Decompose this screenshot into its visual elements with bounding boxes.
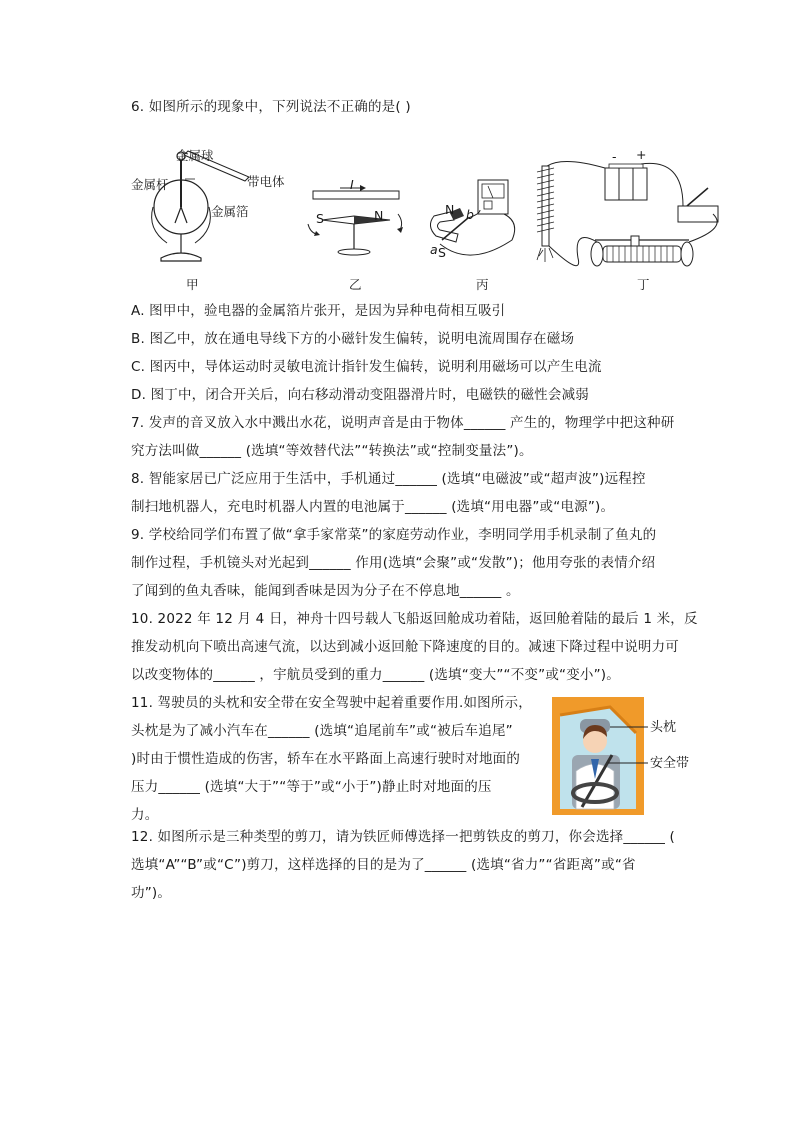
q6-option-c: C. 图丙中，导体运动时灵敏电流计指针发生偏转，说明利用磁场可以产生电流	[131, 359, 602, 375]
iron-filings	[537, 248, 553, 262]
figure-jia-electroscope	[125, 145, 295, 290]
question-12-line-2: 选填“A”“B”或“C”)剪刀，这样选择的目的是为了______ (选填“省力”“省距离”或“省	[131, 857, 636, 873]
electroscope-stand	[161, 234, 201, 261]
switch	[678, 188, 718, 222]
metal-foil-leaves	[175, 207, 187, 223]
question-10-line-3: 以改变物体的______ ，宇航员受到的重力______ (选填“变大”“不变”或“变小”)。	[131, 667, 620, 683]
label-headrest: 头枕	[650, 720, 677, 735]
question-12-line-1: 12. 如图所示是三种类型的剪刀，请为铁匠师傅选择一把剪铁皮的剪刀，你会选择______ (	[131, 829, 676, 845]
question-7-line-2: 究方法叫做______ (选填“等效替代法”“转换法”或“控制变量法”)。	[131, 443, 533, 459]
label-bing-N: N	[445, 202, 455, 217]
label-current-I: I	[350, 177, 354, 192]
battery	[605, 164, 647, 200]
label-metal-foil: 金属箔	[211, 204, 249, 219]
question-9-line-3: 了闻到的鱼丸香味，能闻到香味是因为分子在不停息地______ 。	[131, 583, 520, 599]
question-9-line-2: 制作过程，手机镜头对光起到______ 作用(选填“会聚”或“发散”)；他用夸张的表情介绍	[131, 555, 656, 571]
q6-option-a: A. 图甲中，验电器的金属箔片张开，是因为异种电荷相互吸引	[131, 303, 506, 319]
label-pole-N: N	[374, 208, 384, 223]
current-wire	[313, 191, 399, 199]
question-11-line-3: )时由于惯性造成的伤害，轿车在水平路面上高速行驶时对地面的	[131, 751, 521, 767]
label-bing-S: S	[438, 245, 446, 260]
question-11-line-2: 头枕是为了减小汽车在______ (选填“追尾前车”或“被后车追尾”	[131, 723, 513, 739]
battery-minus-label: -	[612, 149, 617, 164]
label-bing-a: a	[430, 242, 438, 257]
question-11-line-4: 压力______ (选填“大于”“等于”或“小于”)静止时对地面的压	[131, 779, 492, 795]
label-pole-S: S	[316, 211, 324, 226]
question-10-line-1: 10. 2022 年 12 月 4 日，神舟十四号载人飞船返回舱成功着陆，返回舱着陆的最后 1 米，反	[131, 611, 698, 627]
question-11-line-5: 力。	[131, 807, 159, 823]
label-bing-b: b	[466, 207, 474, 222]
q6-option-d: D. 图丁中，闭合开关后，向右移动滑动变阻器滑片时，电磁铁的磁性会减弱	[131, 387, 589, 403]
caption-jia: 甲	[186, 277, 199, 292]
label-seatbelt: 安全带	[650, 756, 690, 771]
figure-driver-headrest-seatbelt	[552, 697, 720, 817]
caption-ding: 丁	[637, 277, 650, 292]
q6-option-b: B. 图乙中，放在通电导线下方的小磁针发生偏转，说明电流周围存在磁场	[131, 331, 575, 347]
question-7-line-1: 7. 发声的音叉放入水中溅出水花，说明声音是由于物体______ 产生的，物理学中把这种研	[131, 415, 675, 431]
sliding-rheostat	[591, 236, 693, 266]
label-charged-body: 带电体	[247, 174, 285, 189]
question-8-line-1: 8. 智能家居已广泛应用于生活中，手机通过______ (选填“电磁波”或“超声波”)远程控	[131, 471, 646, 487]
caption-bing: 丙	[476, 277, 489, 292]
figure-ding-electromagnet	[533, 148, 728, 283]
battery-plus-label: +	[636, 147, 647, 162]
question-8-line-2: 制扫地机器人，充电时机器人内置的电池属于______ (选填“用电器”或“电源”)。	[131, 499, 615, 515]
question-9-line-1: 9. 学校给同学们布置了做“拿手家常菜”的家庭劳动作业，李明同学用手机录制了鱼丸的	[131, 527, 657, 543]
label-metal-rod: 金属杆	[131, 177, 169, 192]
question-10-line-2: 推发动机向下喷出高速气流，以达到减小返回舱下降速度的目的。减速下降过程中说明力可	[131, 639, 679, 655]
caption-yi: 乙	[349, 277, 362, 292]
question-6-stem: 6. 如图所示的现象中，下列说法不正确的是( )	[131, 99, 411, 115]
question-11-line-1: 11. 驾驶员的头枕和安全带在安全驾驶中起着重要作用.如图所示，	[131, 695, 532, 711]
label-metal-ball: 金属球	[176, 148, 214, 163]
question-12-line-3: 功”)。	[131, 885, 172, 901]
